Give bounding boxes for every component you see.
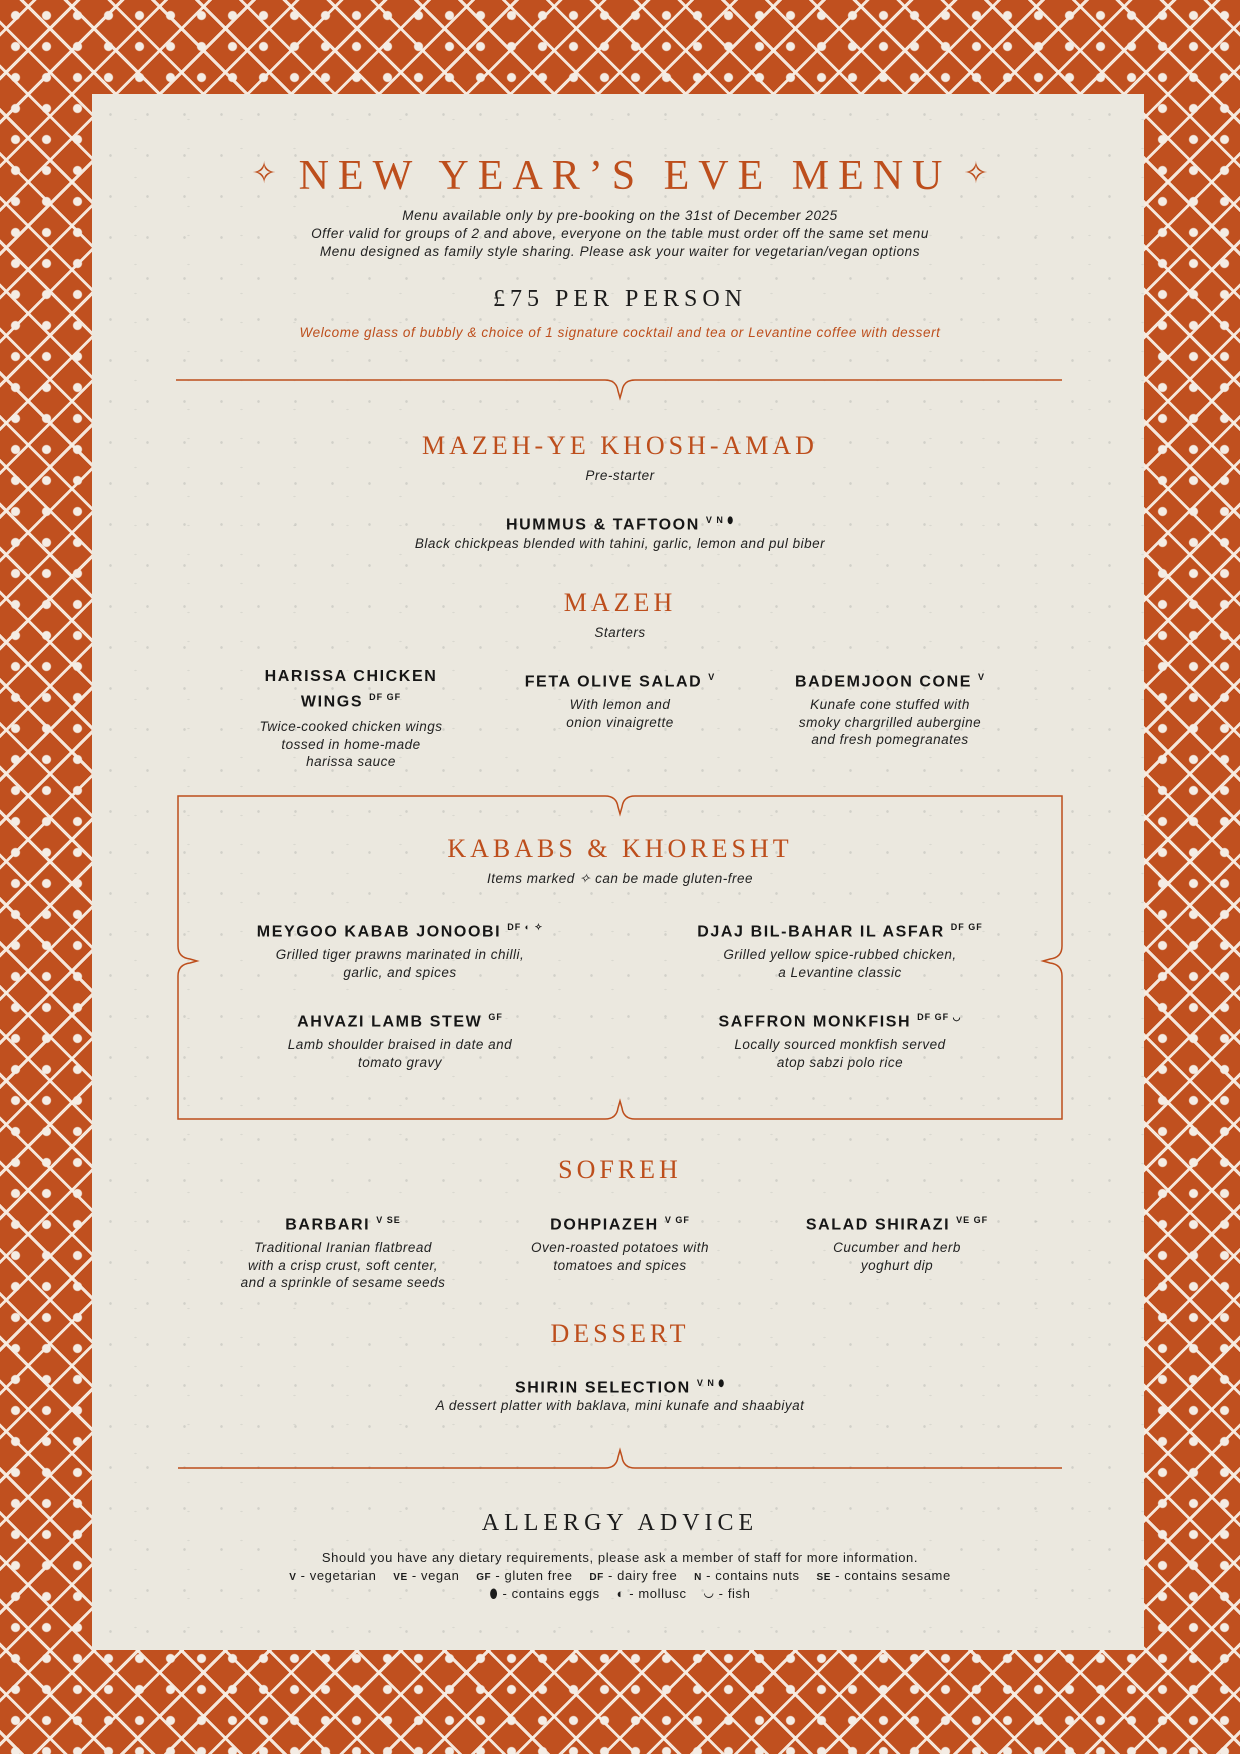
dish-name: MEYGOO KABAB JONOOBI $^{DF ◐ ✧}$	[256, 922, 544, 941]
dish-description: Traditional Iranian flatbread with a crisp crust, soft center, and a sprinkle of sesame seeds	[240, 1240, 446, 1291]
dietary-tags: V SE	[376, 1215, 401, 1225]
dish-name: AHVAZI LAMB STEW $^{GF}$	[297, 1012, 503, 1031]
dietary-tags: V N ⬮	[696, 1378, 725, 1388]
section-title-dessert: DESSERT	[550, 1319, 690, 1348]
section-subtitle: Starters	[594, 625, 646, 640]
note-line: Menu available only by pre-booking on the 31st of December 2025	[402, 208, 838, 223]
dietary-tags: DF ◐ ✧	[507, 922, 544, 932]
dish-name: SALAD SHIRAZI $^{VE GF}$	[805, 1215, 989, 1234]
dietary-tags: V	[978, 672, 986, 682]
dish-name: BADEMJOON CONE $^V$	[794, 672, 986, 691]
dish-description: Kunafe cone stuffed with smoky chargrilled aubergine and fresh pomegranates	[798, 697, 982, 748]
dish-description: Black chickpeas blended with tahini, garlic, lemon and pul biber	[414, 536, 826, 551]
menu-item	[221, 667, 481, 771]
dish-name: FETA OLIVE SALAD $^V$	[524, 672, 716, 691]
section-subtitle: Items marked ✧ can be made gluten-free	[487, 871, 753, 886]
dish-name: DJAJ BIL-BAHAR IL ASFAR $^{DF GF}$	[697, 922, 983, 941]
mollusc-icon: ◐	[616, 1586, 625, 1601]
menu-item	[660, 1007, 1020, 1071]
egg-icon: ⬮	[489, 1586, 499, 1601]
dish-name: DOHPIAZEH $^{V GF}$	[550, 1215, 690, 1234]
dish-description: Oven-roasted potatoes with tomatoes and spices	[530, 1240, 710, 1273]
section-title-pre-starter: MAZEH-YE KHOSH-AMAD	[422, 431, 818, 460]
dish-name: BARBARI $^{V SE}$	[285, 1215, 401, 1234]
note-line: Offer valid for groups of 2 and above, everyone on the table must order off the same set menu	[311, 226, 929, 241]
dietary-tags: DF GF	[950, 922, 983, 932]
dish-description: With lemon and onion vinaigrette	[566, 697, 674, 730]
menu-title-row	[0, 152, 1240, 200]
dietary-tags: V N ⬮	[705, 515, 735, 525]
dish-description: Lamb shoulder braised in date and tomato gravy	[287, 1037, 513, 1070]
dish-description: A dessert platter with baklava, mini kunafe and shaabiyat	[435, 1398, 805, 1413]
section-title-starters: MAZEH	[563, 588, 677, 617]
allergy-legend-row: V - vegetarian VE - vegan GF - gluten free DF - dairy free N - contains nuts SE - contains sesame	[289, 1568, 951, 1583]
menu-item	[220, 917, 580, 981]
price-per-person: £75 PER PERSON	[492, 286, 748, 312]
menu-item	[490, 667, 750, 731]
dish-name: SAFFRON MONKFISH $^{DF GF ◡}$	[718, 1012, 962, 1031]
welcome-offer: Welcome glass of bubbly & choice of 1 signature cocktail and tea or Levantine coffee with dessert	[299, 325, 941, 340]
dish-name: HARISSA CHICKEN WINGS $^{DF GF}$	[264, 668, 438, 711]
dietary-tags: V GF	[664, 1215, 690, 1225]
allergy-title: ALLERGY ADVICE	[481, 1510, 759, 1536]
menu-title: NEW YEAR’S EVE MENU	[298, 153, 952, 199]
dish-description: Grilled tiger prawns marinated in chilli, garlic, and spices	[275, 947, 525, 980]
dish-description: Grilled yellow spice-rubbed chicken, a Levantine classic	[723, 947, 957, 980]
dietary-tags: DF GF	[369, 692, 402, 702]
section-title-sofreh: SOFREH	[558, 1155, 682, 1184]
star-ornament-icon: ✧	[251, 156, 277, 191]
dietary-tags: GF	[488, 1012, 503, 1022]
menu-item	[767, 1210, 1027, 1274]
menu-item	[213, 1210, 473, 1292]
menu-item	[220, 1007, 580, 1071]
dietary-tags: DF GF ◡	[917, 1012, 962, 1022]
dietary-tags: V	[708, 672, 716, 682]
note-line: Menu designed as family style sharing. Please ask your waiter for vegetarian/vegan options	[319, 244, 921, 259]
section-subtitle: Pre-starter	[585, 468, 655, 483]
fish-icon: ◡	[703, 1586, 715, 1601]
star-ornament-icon: ✧	[963, 156, 989, 191]
dish-name: HUMMUS & TAFTOON $^{V N ⬮}$	[505, 515, 735, 534]
menu-item	[490, 1210, 750, 1274]
booking-notes	[0, 207, 1240, 261]
dish-name: SHIRIN SELECTION $^{V N ⬮}$	[515, 1378, 725, 1397]
dish-description: Twice-cooked chicken wings tossed in home-made harissa sauce	[259, 719, 443, 770]
allergy-intro: Should you have any dietary requirements, please ask a member of staff for more information.	[321, 1550, 919, 1565]
menu-item	[760, 667, 1020, 749]
dish-description: Cucumber and herb yoghurt dip	[833, 1240, 961, 1273]
menu-item	[660, 917, 1020, 981]
dish-description: Locally sourced monkfish served atop sabzi polo rice	[734, 1037, 946, 1070]
dietary-tags: VE GF	[956, 1215, 989, 1225]
section-title-mains: KABABS & KHORESHT	[447, 834, 793, 863]
allergy-legend-row: ⬮ - contains eggs ◐ - mollusc ◡ - fish	[489, 1586, 751, 1601]
